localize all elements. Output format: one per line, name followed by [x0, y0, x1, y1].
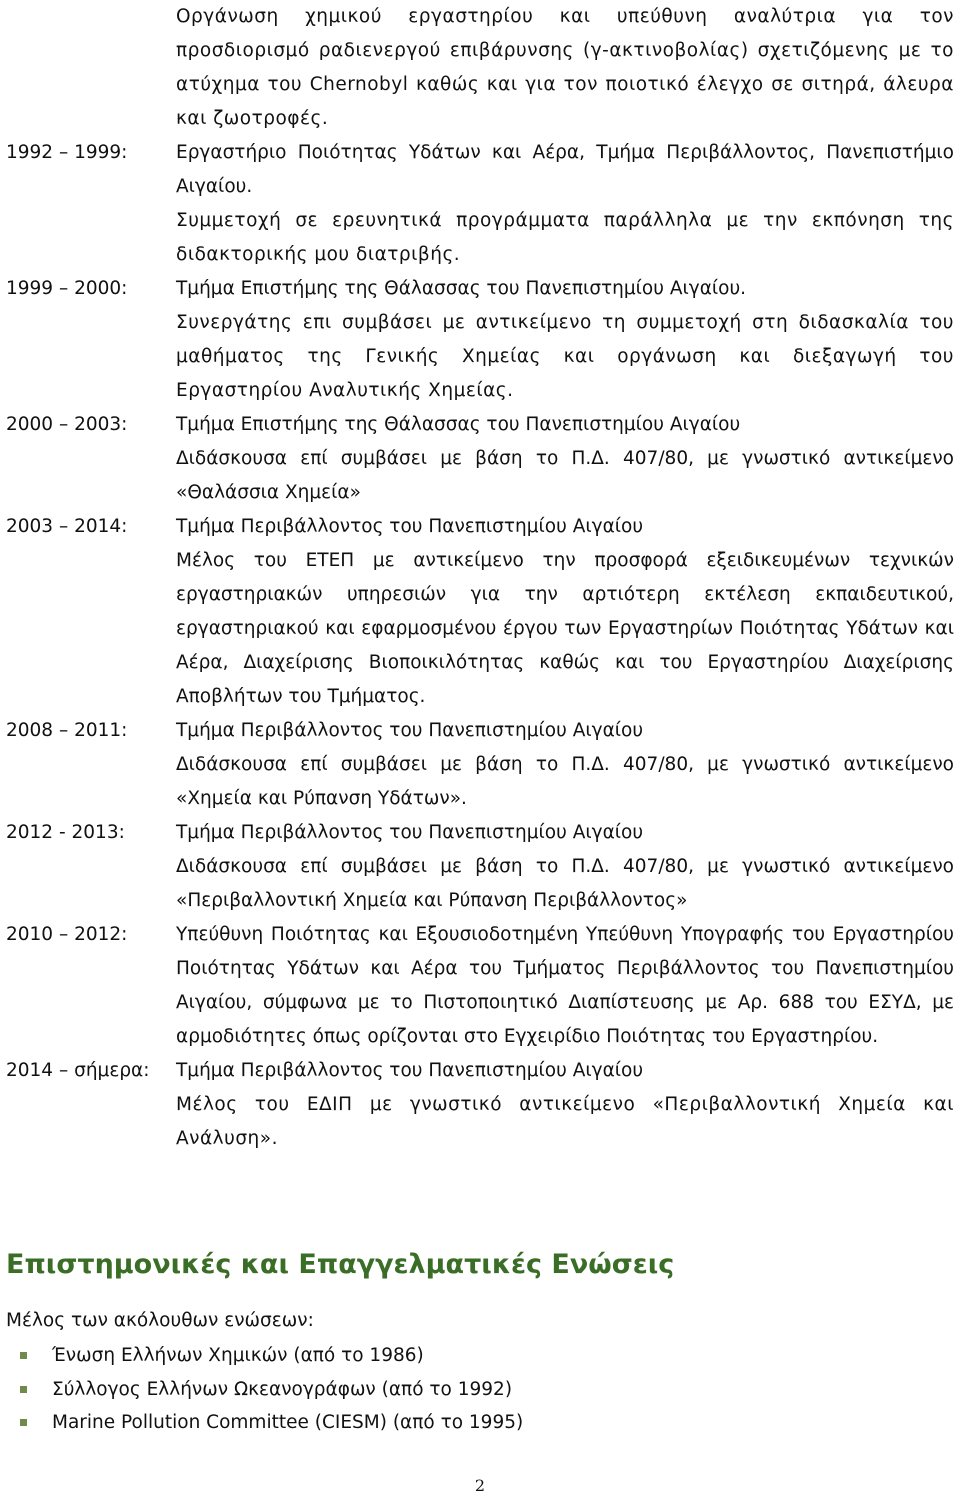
entry-date [6, 0, 176, 136]
entry-date: 2000 – 2003: [6, 414, 128, 435]
cv-entry [6, 918, 954, 1054]
list-item [6, 1406, 523, 1440]
list-item [6, 1373, 523, 1407]
cv-entry [6, 136, 954, 272]
entry-date: 2010 – 2012: [6, 924, 128, 945]
entry-paragraph: Μέλος του ΕΔΙΠ με γνωστικό αντικείμενο «Περιβαλλοντική Χημεία και Ανάλυση». [176, 1094, 954, 1149]
entry-paragraph: Διδάσκουσα επί συμβάσει με βάση το Π.Δ. 407/80, με γνωστικό αντικείμενο «Χημεία και Ρύπανση Υδάτων». [176, 754, 954, 809]
list-item-text: Marine Pollution Committee (CIESM) (από το 1995) [52, 1412, 524, 1433]
entry-paragraph: Εργαστήριο Ποιότητας Υδάτων και Αέρα, Τμήμα Περιβάλλοντος, Πανεπιστήμιο Αιγαίου. [176, 142, 954, 197]
entry-paragraph: Μέλος του ΕΤΕΠ με αντικείμενο την προσφορά εξειδικευμένων τεχνικών εργαστηριακών υπηρεσιών για την αρτιότερη εκτέλεση εκπαιδευτικού, εργαστηριακού και εφαρμοσμένου έργου των Εργαστηρίων Ποιότητας Υδάτων και Αέρα, Διαχείρισης Βιοποικιλότητας καθώς και του Εργαστηρίου Διαχείρισης Αποβλήτων του Τμήματος. [176, 550, 954, 707]
entry-paragraph: Τμήμα Περιβάλλοντος του Πανεπιστημίου Αιγαίου [176, 1060, 644, 1081]
association-list [6, 1339, 523, 1440]
entry-description [176, 816, 954, 918]
entry-paragraph: Τμήμα Περιβάλλοντος του Πανεπιστημίου Αιγαίου [176, 516, 644, 537]
square-bullet-icon [20, 1419, 27, 1426]
entry-paragraph: Συμμετοχή σε ερευνητικά προγράμματα παράλληλα με την εκπόνηση της διδακτορικής μου διατριβής. [176, 210, 954, 265]
list-item-text: Ένωση Ελλήνων Χημικών (από το 1986) [52, 1345, 424, 1366]
entry-description [176, 408, 954, 510]
entry-paragraph: Τμήμα Επιστήμης της Θάλασσας του Πανεπιστημίου Αιγαίου. [176, 278, 747, 299]
cv-entry [6, 0, 954, 136]
entry-paragraph: Διδάσκουσα επί συμβάσει με βάση το Π.Δ. 407/80, με γνωστικό αντικείμενο «Θαλάσσια Χημεία» [176, 448, 954, 503]
entry-description [176, 714, 954, 816]
entry-description [176, 136, 954, 272]
page-number: 2 [474, 1476, 486, 1495]
entry-description [176, 272, 954, 408]
section-intro: Μέλος των ακόλουθων ενώσεων: [6, 1310, 314, 1331]
entry-paragraph: Συνεργάτης επι συμβάσει με αντικείμενο τη συμμετοχή στη διδασκαλία του μαθήματος της Γενικής Χημείας και οργάνωση και διεξαγωγή του Εργαστηρίου Αναλυτικής Χημείας. [176, 312, 954, 401]
entry-date: 1992 – 1999: [6, 142, 128, 163]
entry-paragraph: Τμήμα Περιβάλλοντος του Πανεπιστημίου Αιγαίου [176, 822, 644, 843]
entry-date: 2003 – 2014: [6, 516, 128, 537]
cv-entry [6, 816, 954, 918]
list-item-text: Σύλλογος Ελλήνων Ωκεανογράφων (από το 1992) [52, 1378, 513, 1400]
cv-entry [6, 510, 954, 714]
entry-paragraph: Διδάσκουσα επί συμβάσει με βάση το Π.Δ. 407/80, με γνωστικό αντικείμενο «Περιβαλλοντική Χημεία και Ρύπανση Περιβάλλοντος» [176, 856, 954, 911]
cv-entry [6, 714, 954, 816]
square-bullet-icon [20, 1386, 27, 1393]
employment-history [6, 0, 954, 1156]
list-item [6, 1339, 523, 1373]
entry-date: 2014 – σήμερα: [6, 1060, 150, 1081]
entry-paragraph: Τμήμα Επιστήμης της Θάλασσας του Πανεπιστημίου Αιγαίου [176, 414, 741, 435]
entry-date: 2008 – 2011: [6, 720, 128, 741]
entry-description [176, 0, 954, 136]
section-heading: Επιστημονικές και Επαγγελματικές Ενώσεις [6, 1249, 675, 1280]
cv-entry [6, 272, 954, 408]
entry-date: 2012 - 2013: [6, 822, 125, 843]
entry-description [176, 510, 954, 714]
cv-entry [6, 408, 954, 510]
entry-paragraph: Υπεύθυνη Ποιότητας και Εξουσιοδοτημένη Υπεύθυνη Υπογραφής του Εργαστηρίου Ποιότητας Υδάτων και Αέρα του Τμήματος Περιβάλλοντος του Πανεπιστημίου Αιγαίου, σύμφωνα με το Πιστοποιητικό Διαπίστευσης με Αρ. 688 του ΕΣΥΔ, με αρμοδιότητες όπως ορίζονται στο Εγχειρίδιο Ποιότητας του Εργαστηρίου. [176, 924, 954, 1047]
cv-entry [6, 1054, 954, 1156]
entry-paragraph: Τμήμα Περιβάλλοντος του Πανεπιστημίου Αιγαίου [176, 720, 644, 741]
entry-description [176, 1054, 954, 1156]
entry-description [176, 918, 954, 1054]
square-bullet-icon [20, 1352, 27, 1359]
entry-paragraph: Οργάνωση χημικού εργαστηρίου και υπεύθυνη αναλύτρια για τον προσδιορισμό ραδιενεργού επιβάρυνσης (γ-ακτινοβολίας) σχετιζόμενης με το ατύχημα του Chernobyl καθώς και για τον ποιοτικό έλεγχο σε σιτηρά, άλευρα και ζωοτροφές. [176, 6, 954, 129]
entry-date: 1999 – 2000: [6, 278, 128, 299]
